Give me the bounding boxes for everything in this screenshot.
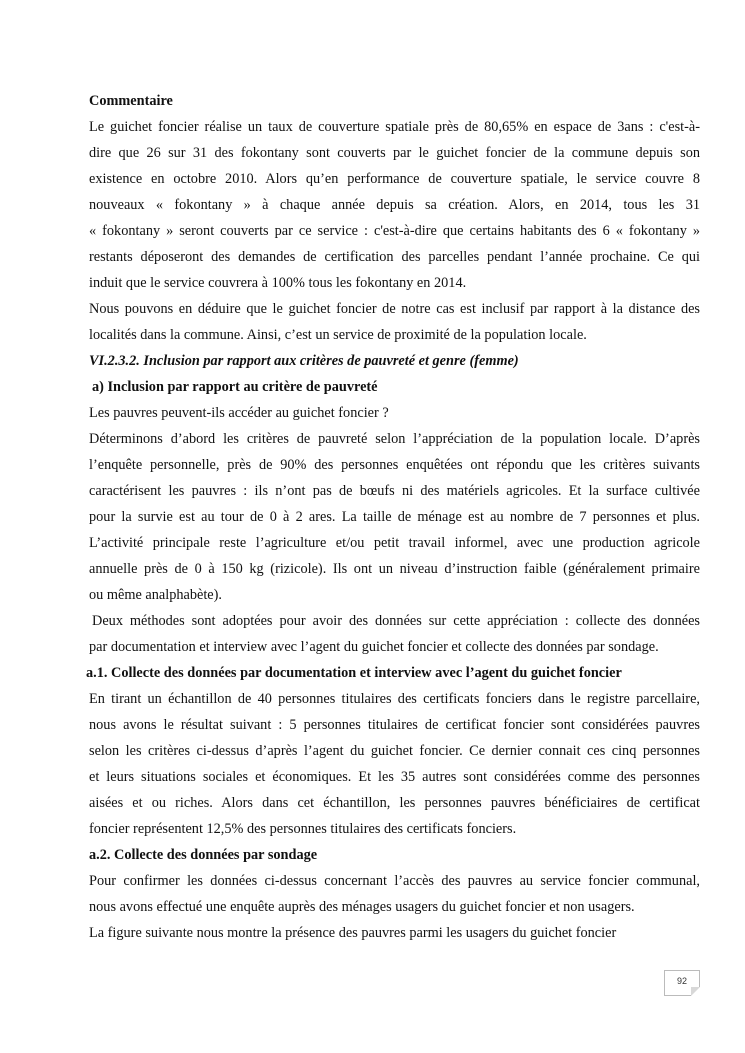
page-number: 92 [676,976,687,986]
text-line: par documentation et interview avec l’agent du guichet foncier et collecte des données par sondage. [89,639,659,655]
text-line: La figure suivante nous montre la présence des pauvres parmi les usagers du guichet foncier [89,925,617,941]
text-line: En tirant un échantillon de 40 personnes titulaires des certificats fonciers dans le registre parcellaire, [89,691,700,707]
text-line: Pour confirmer les données ci-dessus concernant l’accès des pauvres au service foncier communal, [89,873,700,889]
text-line: annuelle près de 0 à 150 kg (rizicole). Ils ont un niveau d’instruction faible (généralement primaire [89,561,700,577]
text-line: pour la survie est au tour de 0 à 2 ares. La taille de ménage est au nombre de 7 personnes et plus. [89,509,700,525]
text-line: Déterminons d’abord les critères de pauvreté selon l’appréciation de la population locale. D’après [89,431,700,447]
text-line: L’activité principale reste l’agriculture et/ou petit travail informel, avec une production agricole [89,535,700,551]
text-line: induit que le service couvrera à 100% tous les fokontany en 2014. [89,275,467,291]
text-line: selon les critères ci-dessus d’après l’agent du guichet foncier. Ce dernier connait ces cinq personnes [89,743,700,759]
text-line: dire que 26 sur 31 des fokontany sont couverts par le guichet foncier de la commune depuis son [89,145,700,161]
text-line: l’enquête personnelle, près de 90% des personnes enquêtées ont répondu que les critères suivants [89,457,700,473]
text-line: Deux méthodes sont adoptées pour avoir des données sur cette appréciation : collecte des données [92,613,700,629]
text-line: foncier représentent 12,5% des personnes titulaires des certificats fonciers. [89,821,517,837]
document-page [86,88,700,946]
text-line: Le guichet foncier réalise un taux de couverture spatiale près de 80,65% en espace de 3ans : c'est-à- [89,119,700,135]
text-line: Les pauvres peuvent-ils accéder au guichet foncier ? [89,405,389,421]
text-line: existence en octobre 2010. Alors qu’en performance de couverture spatiale, le service couvre 8 [89,171,700,187]
text-line: caractérisent les pauvres : ils n’ont pas de bœufs ni des matériels agricoles. Et la surface cultivée [89,483,700,499]
heading-commentaire: Commentaire [89,93,173,109]
text-line: nouveaux « fokontany » à chaque année depuis sa création. Alors, en 2014, tous les 31 [89,197,700,213]
text-line: et leurs situations sociales et économiques. Et les 35 autres sont considérées comme des personnes [89,769,700,785]
text-line: restants déposeront des demandes de certification des parcelles pendant l’année prochaine. Ce qui [89,249,700,265]
subsection-heading: a) Inclusion par rapport au critère de pauvreté [92,379,378,395]
text-line: nous avons le résultat suivant : 5 personnes titulaires de certificat foncier sont considérées pauvres [89,717,700,733]
text-line: nous avons effectué une enquête auprès des ménages usagers du guichet foncier et non usagers. [89,899,635,915]
text-line: localités dans la commune. Ainsi, c’est un service de proximité de la population locale. [89,327,587,343]
page-curl-decoration [691,987,700,996]
subsection-heading: a.2. Collecte des données par sondage [89,847,318,863]
text-line: aisées et ou riches. Alors dans cet échantillon, les personnes pauvres bénéficiaires de certificat [89,795,700,811]
section-heading: VI.2.3.2. Inclusion par rapport aux critères de pauvreté et genre (femme) [89,353,519,369]
text-line: « fokontany » seront couverts par ce service : c'est-à-dire que certains habitants des 6 « fokontany » [89,223,700,239]
page-number-box [664,970,700,996]
text-line: Nous pouvons en déduire que le guichet foncier de notre cas est inclusif par rapport à la distance des [89,301,700,317]
text-line: ou même analphabète). [89,587,222,603]
subsection-heading: a.1. Collecte des données par documentation et interview avec l’agent du guichet foncier [86,665,622,681]
